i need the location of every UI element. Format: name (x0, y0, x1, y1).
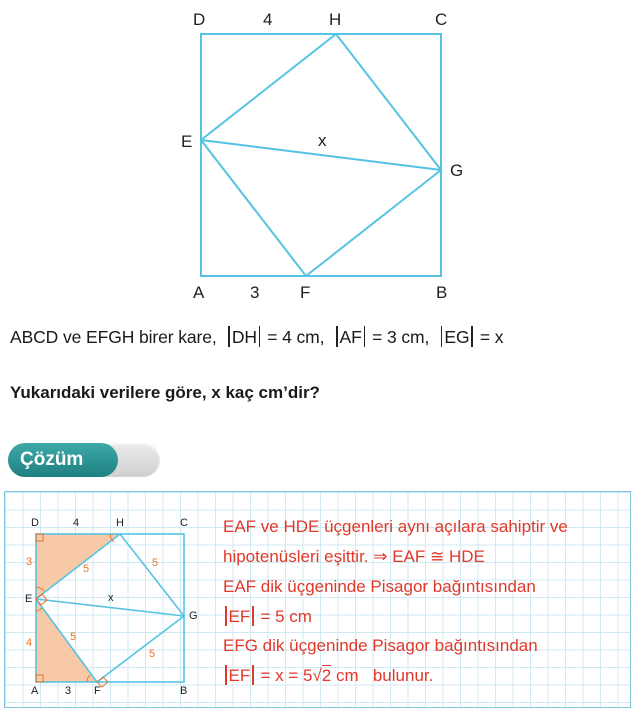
sol-label-x: x (108, 592, 114, 604)
eg-segment: EG (444, 327, 470, 347)
sol-label-de: 3 (26, 556, 33, 568)
problem-statement (10, 326, 503, 348)
label-a: A (193, 283, 205, 302)
sol-label-b: B (180, 685, 188, 697)
sol-label-a: A (31, 685, 39, 697)
sol-label-ef: 5 (70, 631, 77, 643)
sol-label-ea: 4 (26, 637, 33, 649)
sol-label-af: 3 (65, 685, 72, 697)
sol-label-e: E (25, 593, 33, 605)
question-text: Yukarıdaki verilere göre, x kaç cm’dir? (10, 383, 320, 402)
ef-value-1: = 5 cm (260, 607, 312, 626)
x-value: = x = 5 (260, 666, 313, 685)
solution-line-5: EFG dik üçgeninde Pisagor bağıntısından (223, 636, 538, 655)
dh-segment: DH (231, 327, 257, 347)
sol-label-f: F (94, 685, 101, 697)
label-b: B (436, 283, 448, 302)
sol-label-h: H (116, 517, 124, 529)
eg-value: = x (479, 327, 504, 347)
label-g: G (450, 161, 464, 180)
solution-line-2: hipotenüsleri eşittir. ⇒ EAF ≅ HDE (223, 547, 485, 566)
solution-line-3: EAF dik üçgeninde Pisagor bağıntısından (223, 577, 536, 596)
dh-value: = 4 cm, (267, 327, 325, 347)
conclusion: bulunur. (372, 666, 434, 685)
solution-line-6 (223, 665, 433, 686)
sol-label-d: D (31, 517, 39, 529)
solution-badge (8, 443, 160, 477)
label-dh-length: 4 (263, 10, 273, 29)
problem-figure (0, 0, 635, 310)
sol-label-dh: 4 (73, 517, 80, 529)
sol-label-hg: 5 (152, 557, 159, 569)
sol-label-g: G (189, 610, 198, 622)
sqrt-symbol: √ (312, 666, 322, 685)
sol-label-fg: 5 (149, 648, 156, 660)
ef-segment-1: EF (228, 607, 251, 626)
label-e: E (181, 132, 193, 151)
label-f: F (300, 283, 311, 302)
label-x: x (318, 131, 327, 150)
sol-label-eh: 5 (83, 563, 90, 575)
solution-line-4 (223, 606, 312, 627)
label-af-length: 3 (250, 283, 260, 302)
label-d: D (193, 10, 206, 29)
ef-segment-2: EF (228, 666, 251, 685)
af-segment: AF (339, 327, 362, 347)
statement-prefix: ABCD ve EFGH birer kare, (10, 327, 217, 347)
sol-label-c: C (180, 517, 188, 529)
solution-line-1: EAF ve HDE üçgenleri aynı açılara sahiptir ve (223, 517, 568, 536)
label-h: H (329, 10, 342, 29)
solution-badge-label: Çözüm (8, 443, 118, 477)
label-c: C (435, 10, 448, 29)
unit-cm: cm (336, 666, 359, 685)
sqrt-radicand: 2 (321, 666, 332, 685)
af-value: = 3 cm, (372, 327, 430, 347)
